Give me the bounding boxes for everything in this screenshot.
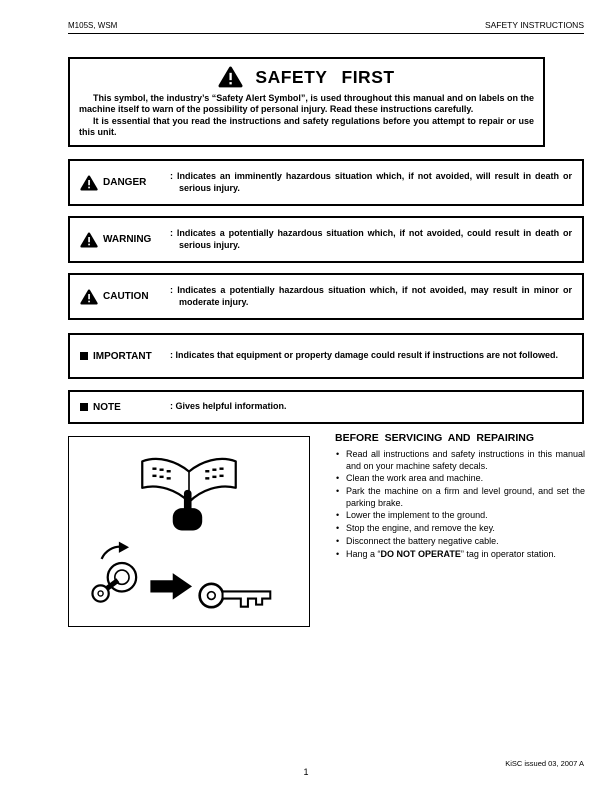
warning-triangle-icon xyxy=(80,175,98,191)
caution-box xyxy=(68,273,584,320)
alert-label-text: IMPORTANT xyxy=(93,350,152,362)
list-item-text: Hang a “ xyxy=(346,548,381,559)
ignition-key-icon xyxy=(92,542,136,602)
issue-note: KiSC issued 03, 2007 A xyxy=(505,759,584,768)
list-item: • Park the machine on a firm and level ground, and set the parking brake. xyxy=(335,486,585,509)
note-label xyxy=(80,402,170,413)
alert-label-text: WARNING xyxy=(103,234,152,245)
alert-description: : Indicates a potentially hazardous situation which, if not avoided, may result in minor or moderate injury. xyxy=(170,284,572,307)
list-item: • Stop the engine, and remove the key. xyxy=(335,523,585,535)
note-box xyxy=(68,390,584,424)
before-servicing-title: BEFORE SERVICING AND REPAIRING xyxy=(335,432,534,444)
servicing-illustration xyxy=(68,436,310,627)
caution-label xyxy=(80,289,170,305)
list-item: • Read all instructions and safety instructions in this manual and on your machine safety decals. xyxy=(335,449,585,472)
safety-first-box xyxy=(68,57,545,147)
warning-triangle-icon xyxy=(80,289,98,305)
alert-description: : Indicates that equipment or property damage could result if instructions are not followed. xyxy=(170,350,559,361)
alert-description: : Indicates an imminently hazardous situation which, if not avoided, will result in death or serious injury. xyxy=(170,170,572,193)
before-servicing-list xyxy=(335,449,585,560)
warning-label xyxy=(80,232,170,248)
before-servicing-section xyxy=(335,432,585,561)
danger-label xyxy=(80,175,170,191)
alert-label-text: CAUTION xyxy=(103,291,149,302)
list-item xyxy=(335,549,585,561)
square-bullet-icon xyxy=(80,352,88,360)
safety-alert-icon xyxy=(218,66,243,88)
arrow-icon xyxy=(150,573,192,599)
warning-triangle-icon xyxy=(80,232,98,248)
page-number: 1 xyxy=(303,767,309,777)
list-item-text: ” tag in operator station. xyxy=(460,548,556,559)
section-title: SAFETY INSTRUCTIONS xyxy=(484,20,584,30)
safety-first-heading xyxy=(79,66,534,88)
alert-label-text: NOTE xyxy=(93,401,121,413)
important-box xyxy=(68,333,584,379)
list-item: • Lower the implement to the ground. xyxy=(335,510,585,522)
removed-key-icon xyxy=(200,584,271,607)
page-header xyxy=(68,20,584,34)
warning-box xyxy=(68,216,584,263)
list-item: • Clean the work area and machine. xyxy=(335,473,585,485)
safety-first-paragraph-2: It is essential that you read the instructions and safety regulations before you attempt to repair or use this unit. xyxy=(79,115,534,137)
list-item: • Disconnect the battery negative cable. xyxy=(335,536,585,548)
important-label xyxy=(80,351,170,362)
safety-first-title: SAFETY FIRST xyxy=(255,66,395,87)
alert-description: : Gives helpful information. xyxy=(170,401,287,412)
illustration-graphic xyxy=(69,437,309,626)
safety-first-paragraph-1: This symbol, the industry’s “Safety Alert Symbol”, is used throughout this manual and on labels on the machine itself to warn of the possibility of personal injury. Read these instructions carefully. xyxy=(79,93,534,115)
alert-label-text: DANGER xyxy=(103,177,147,188)
square-bullet-icon xyxy=(80,403,88,411)
danger-box xyxy=(68,159,584,206)
alert-description: : Indicates a potentially hazardous situation which, if not avoided, could result in death or serious injury. xyxy=(170,227,572,250)
model-code: M105S, WSM xyxy=(68,21,118,30)
do-not-operate-emphasis: DO NOT OPERATE xyxy=(380,548,461,559)
